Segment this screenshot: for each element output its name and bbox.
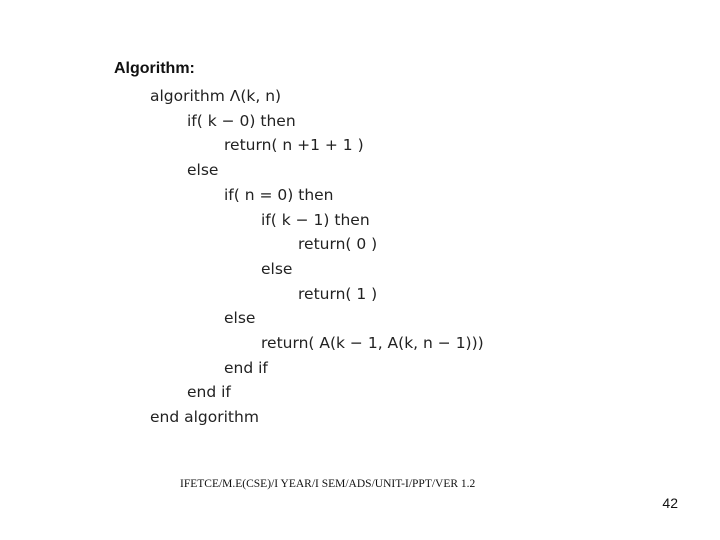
- code-line: return( n +1 + 1 ): [224, 136, 364, 155]
- code-line: if( k − 1) then: [261, 210, 370, 229]
- code-line: if( k − 0) then: [187, 111, 296, 130]
- code-line: end if: [224, 358, 268, 377]
- code-line: return( 1 ): [298, 284, 378, 303]
- algorithm-heading: Algorithm:: [114, 60, 195, 77]
- code-line: end algorithm: [150, 408, 259, 427]
- code-line: else: [261, 259, 293, 278]
- code-line: else: [187, 161, 219, 180]
- code-line: return( A(k − 1, A(k, n − 1))): [261, 334, 484, 352]
- code-line: return( 0 ): [298, 235, 378, 254]
- code-line: else: [224, 309, 256, 328]
- footer-text: IFETCE/M.E(CSE)/I YEAR/I SEM/ADS/UNIT-I/PPT/VER 1.2: [180, 478, 476, 490]
- code-line: algorithm Λ(k, n): [150, 87, 282, 105]
- code-line: if( n = 0) then: [224, 185, 334, 204]
- code-line: end if: [187, 383, 231, 402]
- page-number: 42: [662, 495, 678, 511]
